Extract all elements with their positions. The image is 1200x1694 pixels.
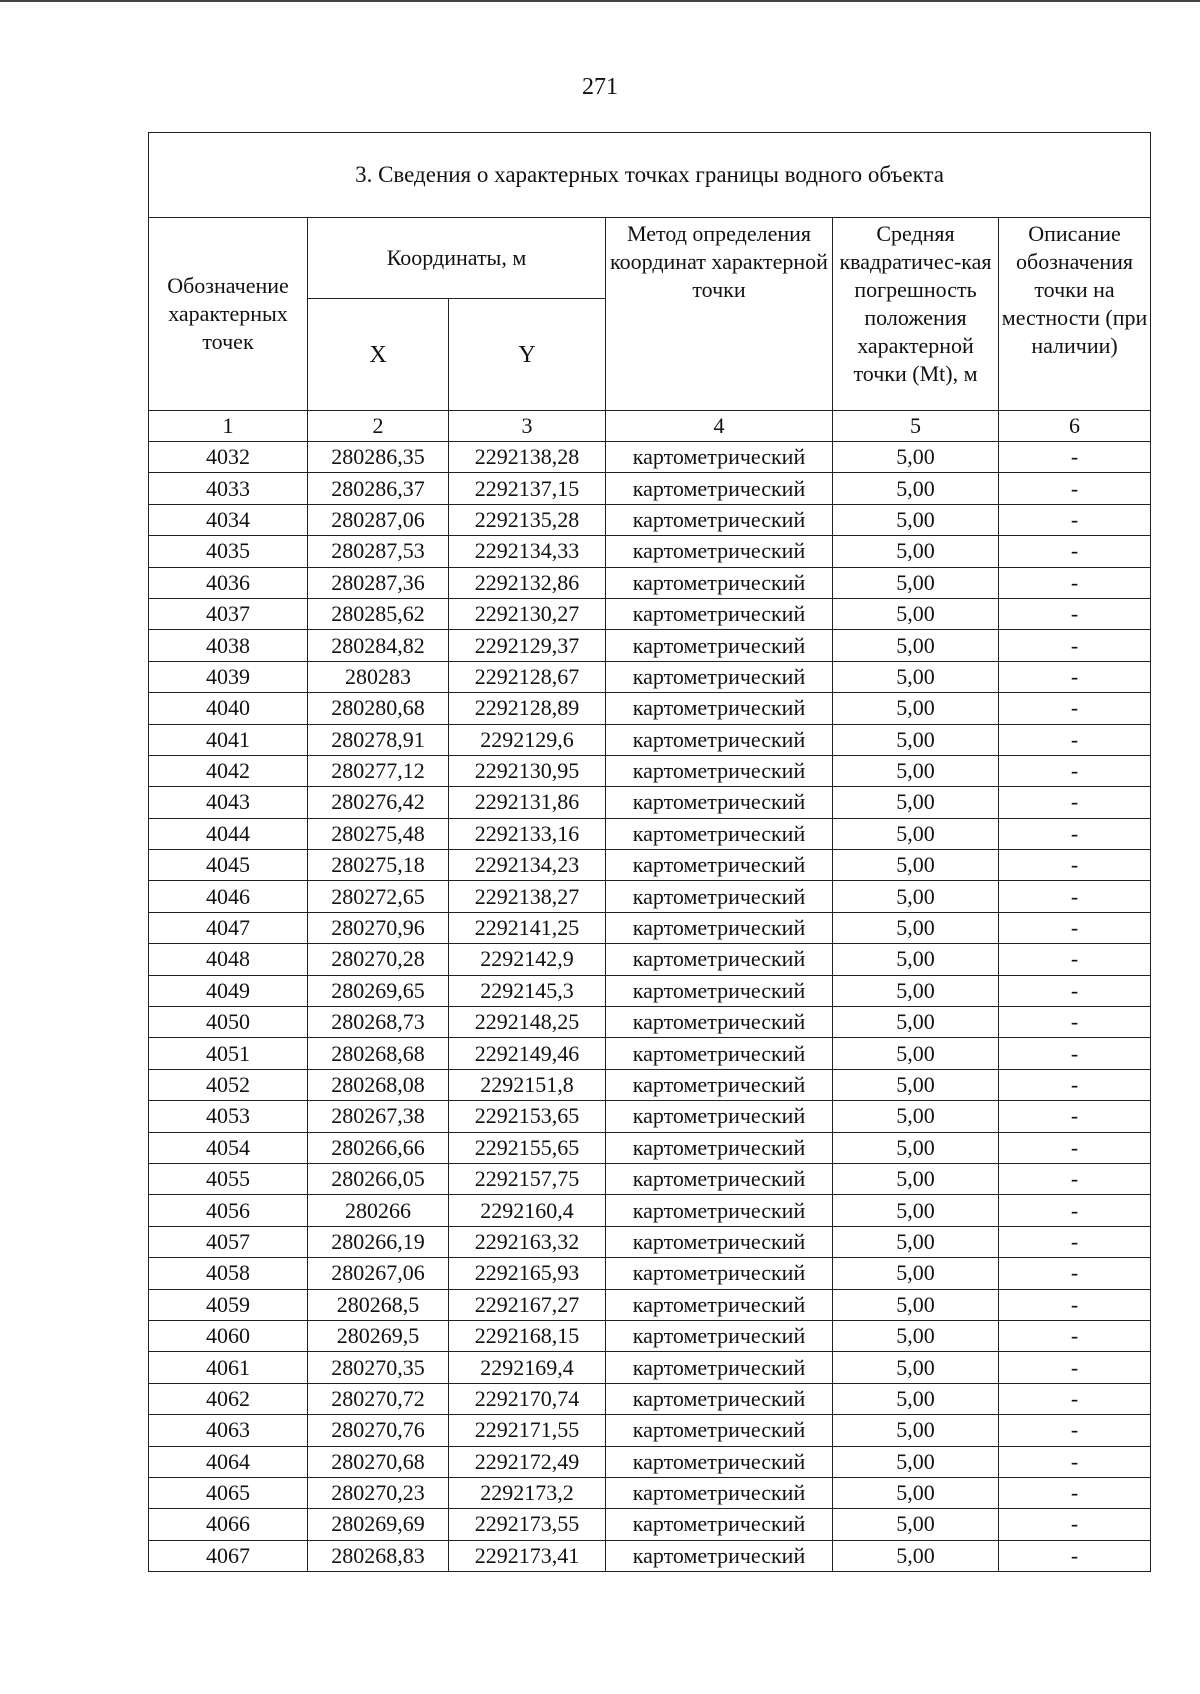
method-cell: картометрический [606,1226,833,1257]
method-cell: картометрический [606,630,833,661]
method-cell: картометрический [606,1383,833,1414]
method-cell: картометрический [606,1446,833,1477]
table-row [149,536,1151,567]
method-cell: картометрический [606,567,833,598]
mean-error-cell: 5,00 [833,1258,999,1289]
table-row [149,1352,1151,1383]
coord-y-cell: 2292173,2 [449,1477,606,1508]
coord-x-cell: 280266,19 [308,1226,449,1257]
point-id-cell: 4044 [149,818,308,849]
description-cell: - [999,1101,1151,1132]
table-row [149,1509,1151,1540]
description-cell: - [999,755,1151,786]
table-row [149,567,1151,598]
description-cell: - [999,567,1151,598]
description-cell: - [999,442,1151,473]
coord-y-cell: 2292168,15 [449,1320,606,1351]
table-row [149,661,1151,692]
column-number-row [149,411,1151,442]
method-cell: картометрический [606,1007,833,1038]
coord-y-cell: 2292167,27 [449,1289,606,1320]
point-id-cell: 4060 [149,1320,308,1351]
table-row [149,1038,1151,1069]
point-id-cell: 4059 [149,1289,308,1320]
point-id-cell: 4045 [149,850,308,881]
description-cell: - [999,850,1151,881]
header-mean-error: Средняя квадратичес-кая погрешность положения характерной точки (Mt), м [833,218,999,411]
table-row [149,1226,1151,1257]
coord-y-cell: 2292134,33 [449,536,606,567]
method-cell: картометрический [606,598,833,629]
table-row [149,818,1151,849]
point-id-cell: 4042 [149,755,308,786]
mean-error-cell: 5,00 [833,1352,999,1383]
mean-error-cell: 5,00 [833,1540,999,1571]
description-cell: - [999,1415,1151,1446]
coord-x-cell: 280270,76 [308,1415,449,1446]
coord-y-cell: 2292171,55 [449,1415,606,1446]
mean-error-cell: 5,00 [833,1132,999,1163]
table-row [149,1540,1151,1571]
method-cell: картометрический [606,1101,833,1132]
point-id-cell: 4063 [149,1415,308,1446]
page-number: 271 [582,74,618,100]
point-id-cell: 4036 [149,567,308,598]
coord-y-cell: 2292141,25 [449,912,606,943]
coord-x-cell: 280266,66 [308,1132,449,1163]
mean-error-cell: 5,00 [833,787,999,818]
method-cell: картометрический [606,1352,833,1383]
description-cell: - [999,1069,1151,1100]
scan-edge-line [0,0,1200,2]
mean-error-cell: 5,00 [833,473,999,504]
point-id-cell: 4046 [149,881,308,912]
coord-x-cell: 280270,72 [308,1383,449,1414]
boundary-points-table [148,132,1151,1572]
point-id-cell: 4051 [149,1038,308,1069]
mean-error-cell: 5,00 [833,630,999,661]
description-cell: - [999,1352,1151,1383]
mean-error-cell: 5,00 [833,1007,999,1038]
method-cell: картометрический [606,1038,833,1069]
coord-y-cell: 2292137,15 [449,473,606,504]
description-cell: - [999,1289,1151,1320]
mean-error-cell: 5,00 [833,536,999,567]
point-id-cell: 4055 [149,1163,308,1194]
table-row [149,1101,1151,1132]
coord-y-cell: 2292173,41 [449,1540,606,1571]
coord-x-cell: 280277,12 [308,755,449,786]
method-cell: картометрический [606,473,833,504]
coord-y-cell: 2292157,75 [449,1163,606,1194]
coord-x-cell: 280270,68 [308,1446,449,1477]
coord-x-cell: 280266,05 [308,1163,449,1194]
method-cell: картометрический [606,1132,833,1163]
coord-y-cell: 2292142,9 [449,944,606,975]
mean-error-cell: 5,00 [833,755,999,786]
mean-error-cell: 5,00 [833,1509,999,1540]
method-cell: картометрический [606,724,833,755]
method-cell: картометрический [606,1477,833,1508]
coord-x-cell: 280267,38 [308,1101,449,1132]
method-cell: картометрический [606,944,833,975]
description-cell: - [999,944,1151,975]
table-row [149,787,1151,818]
point-id-cell: 4041 [149,724,308,755]
mean-error-cell: 5,00 [833,1069,999,1100]
point-id-cell: 4038 [149,630,308,661]
table-row [149,1446,1151,1477]
method-cell: картометрический [606,1195,833,1226]
mean-error-cell: 5,00 [833,975,999,1006]
point-id-cell: 4057 [149,1226,308,1257]
point-id-cell: 4052 [149,1069,308,1100]
coord-x-cell: 280287,06 [308,504,449,535]
table-row [149,881,1151,912]
coord-x-cell: 280270,35 [308,1352,449,1383]
coord-y-cell: 2292163,32 [449,1226,606,1257]
description-cell: - [999,1038,1151,1069]
description-cell: - [999,975,1151,1006]
mean-error-cell: 5,00 [833,1195,999,1226]
table-row [149,724,1151,755]
method-cell: картометрический [606,504,833,535]
method-cell: картометрический [606,755,833,786]
table-row [149,1007,1151,1038]
coord-y-cell: 2292132,86 [449,567,606,598]
point-id-cell: 4061 [149,1352,308,1383]
coord-x-cell: 280287,53 [308,536,449,567]
coord-x-cell: 280268,68 [308,1038,449,1069]
description-cell: - [999,1163,1151,1194]
point-id-cell: 4032 [149,442,308,473]
point-id-cell: 4049 [149,975,308,1006]
coord-y-cell: 2292173,55 [449,1509,606,1540]
mean-error-cell: 5,00 [833,442,999,473]
coord-x-cell: 280286,35 [308,442,449,473]
header-point-designation: Обозначение характерных точек [149,218,308,411]
point-id-cell: 4048 [149,944,308,975]
point-id-cell: 4035 [149,536,308,567]
coord-x-cell: 280269,69 [308,1509,449,1540]
header-x: X [308,299,449,411]
header-description: Описание обозначения точки на местности (при наличии) [999,218,1151,411]
mean-error-cell: 5,00 [833,912,999,943]
column-number: 1 [149,411,308,442]
coord-y-cell: 2292165,93 [449,1258,606,1289]
description-cell: - [999,912,1151,943]
point-id-cell: 4039 [149,661,308,692]
coord-x-cell: 280270,23 [308,1477,449,1508]
table-title: 3. Сведения о характерных точках границы водного объекта [149,133,1151,218]
point-id-cell: 4056 [149,1195,308,1226]
column-number: 3 [449,411,606,442]
coord-x-cell: 280286,37 [308,473,449,504]
description-cell: - [999,881,1151,912]
description-cell: - [999,1320,1151,1351]
coord-y-cell: 2292151,8 [449,1069,606,1100]
table-row [149,630,1151,661]
coord-y-cell: 2292129,6 [449,724,606,755]
mean-error-cell: 5,00 [833,1289,999,1320]
coord-y-cell: 2292138,27 [449,881,606,912]
coord-y-cell: 2292129,37 [449,630,606,661]
table-row [149,442,1151,473]
point-id-cell: 4043 [149,787,308,818]
mean-error-cell: 5,00 [833,693,999,724]
mean-error-cell: 5,00 [833,1477,999,1508]
description-cell: - [999,1540,1151,1571]
point-id-cell: 4047 [149,912,308,943]
column-number: 2 [308,411,449,442]
description-cell: - [999,630,1151,661]
method-cell: картометрический [606,1163,833,1194]
coord-y-cell: 2292145,3 [449,975,606,1006]
table-row [149,1320,1151,1351]
table-body [149,442,1151,1572]
method-cell: картометрический [606,1540,833,1571]
mean-error-cell: 5,00 [833,1446,999,1477]
coord-x-cell: 280285,62 [308,598,449,629]
coord-x-cell: 280278,91 [308,724,449,755]
coord-x-cell: 280269,5 [308,1320,449,1351]
table-row [149,1477,1151,1508]
coord-y-cell: 2292135,28 [449,504,606,535]
coord-x-cell: 280268,83 [308,1540,449,1571]
coord-y-cell: 2292170,74 [449,1383,606,1414]
coord-x-cell: 280287,36 [308,567,449,598]
description-cell: - [999,787,1151,818]
header-coordinates: Координаты, м [308,218,606,299]
method-cell: картометрический [606,1069,833,1100]
description-cell: - [999,724,1151,755]
description-cell: - [999,1132,1151,1163]
method-cell: картометрический [606,1415,833,1446]
table-row [149,693,1151,724]
mean-error-cell: 5,00 [833,1415,999,1446]
method-cell: картометрический [606,1258,833,1289]
coord-y-cell: 2292130,27 [449,598,606,629]
table-row [149,1383,1151,1414]
coord-x-cell: 280283 [308,661,449,692]
description-cell: - [999,1477,1151,1508]
description-cell: - [999,536,1151,567]
method-cell: картометрический [606,912,833,943]
mean-error-cell: 5,00 [833,1038,999,1069]
table-row [149,473,1151,504]
header-method: Метод определения координат характерной точки [606,218,833,411]
coord-x-cell: 280269,65 [308,975,449,1006]
coord-y-cell: 2292134,23 [449,850,606,881]
description-cell: - [999,693,1151,724]
table-row [149,975,1151,1006]
description-cell: - [999,1258,1151,1289]
coord-y-cell: 2292160,4 [449,1195,606,1226]
table-row [149,1069,1151,1100]
table-row [149,755,1151,786]
coord-y-cell: 2292148,25 [449,1007,606,1038]
mean-error-cell: 5,00 [833,1320,999,1351]
mean-error-cell: 5,00 [833,504,999,535]
table-row [149,850,1151,881]
coord-x-cell: 280268,73 [308,1007,449,1038]
point-id-cell: 4064 [149,1446,308,1477]
point-id-cell: 4034 [149,504,308,535]
coord-x-cell: 280268,5 [308,1289,449,1320]
point-id-cell: 4054 [149,1132,308,1163]
method-cell: картометрический [606,1320,833,1351]
method-cell: картометрический [606,661,833,692]
point-id-cell: 4040 [149,693,308,724]
table-row [149,1163,1151,1194]
method-cell: картометрический [606,693,833,724]
point-id-cell: 4067 [149,1540,308,1571]
method-cell: картометрический [606,1509,833,1540]
description-cell: - [999,504,1151,535]
header-y: Y [449,299,606,411]
method-cell: картометрический [606,442,833,473]
coord-y-cell: 2292133,16 [449,818,606,849]
coord-y-cell: 2292128,67 [449,661,606,692]
point-id-cell: 4033 [149,473,308,504]
mean-error-cell: 5,00 [833,567,999,598]
point-id-cell: 4066 [149,1509,308,1540]
coord-x-cell: 280266 [308,1195,449,1226]
mean-error-cell: 5,00 [833,944,999,975]
mean-error-cell: 5,00 [833,1101,999,1132]
table-row [149,1195,1151,1226]
coord-y-cell: 2292172,49 [449,1446,606,1477]
coord-y-cell: 2292149,46 [449,1038,606,1069]
coord-x-cell: 280268,08 [308,1069,449,1100]
description-cell: - [999,661,1151,692]
point-id-cell: 4062 [149,1383,308,1414]
method-cell: картометрический [606,881,833,912]
table-row [149,1258,1151,1289]
description-cell: - [999,1446,1151,1477]
coord-x-cell: 280270,28 [308,944,449,975]
description-cell: - [999,1383,1151,1414]
mean-error-cell: 5,00 [833,818,999,849]
description-cell: - [999,1007,1151,1038]
method-cell: картометрический [606,787,833,818]
coord-x-cell: 280267,06 [308,1258,449,1289]
table-row [149,598,1151,629]
column-number: 4 [606,411,833,442]
table-row [149,1289,1151,1320]
method-cell: картометрический [606,850,833,881]
point-id-cell: 4050 [149,1007,308,1038]
mean-error-cell: 5,00 [833,850,999,881]
coord-y-cell: 2292153,65 [449,1101,606,1132]
method-cell: картометрический [606,536,833,567]
coord-x-cell: 280280,68 [308,693,449,724]
mean-error-cell: 5,00 [833,881,999,912]
coord-x-cell: 280276,42 [308,787,449,818]
coord-y-cell: 2292130,95 [449,755,606,786]
table-row [149,912,1151,943]
description-cell: - [999,1226,1151,1257]
column-number: 5 [833,411,999,442]
description-cell: - [999,818,1151,849]
coord-x-cell: 280272,65 [308,881,449,912]
point-id-cell: 4065 [149,1477,308,1508]
coord-x-cell: 280275,48 [308,818,449,849]
description-cell: - [999,1509,1151,1540]
description-cell: - [999,1195,1151,1226]
point-id-cell: 4053 [149,1101,308,1132]
table-row [149,944,1151,975]
coord-y-cell: 2292128,89 [449,693,606,724]
description-cell: - [999,598,1151,629]
column-number: 6 [999,411,1151,442]
table-row [149,1132,1151,1163]
point-id-cell: 4058 [149,1258,308,1289]
mean-error-cell: 5,00 [833,1226,999,1257]
table-row [149,504,1151,535]
mean-error-cell: 5,00 [833,598,999,629]
method-cell: картометрический [606,975,833,1006]
table-row [149,1415,1151,1446]
coord-y-cell: 2292138,28 [449,442,606,473]
coord-y-cell: 2292155,65 [449,1132,606,1163]
mean-error-cell: 5,00 [833,724,999,755]
coord-x-cell: 280270,96 [308,912,449,943]
description-cell: - [999,473,1151,504]
method-cell: картометрический [606,1289,833,1320]
coord-x-cell: 280275,18 [308,850,449,881]
method-cell: картометрический [606,818,833,849]
coord-y-cell: 2292131,86 [449,787,606,818]
coord-y-cell: 2292169,4 [449,1352,606,1383]
point-id-cell: 4037 [149,598,308,629]
mean-error-cell: 5,00 [833,1383,999,1414]
mean-error-cell: 5,00 [833,1163,999,1194]
mean-error-cell: 5,00 [833,661,999,692]
coord-x-cell: 280284,82 [308,630,449,661]
